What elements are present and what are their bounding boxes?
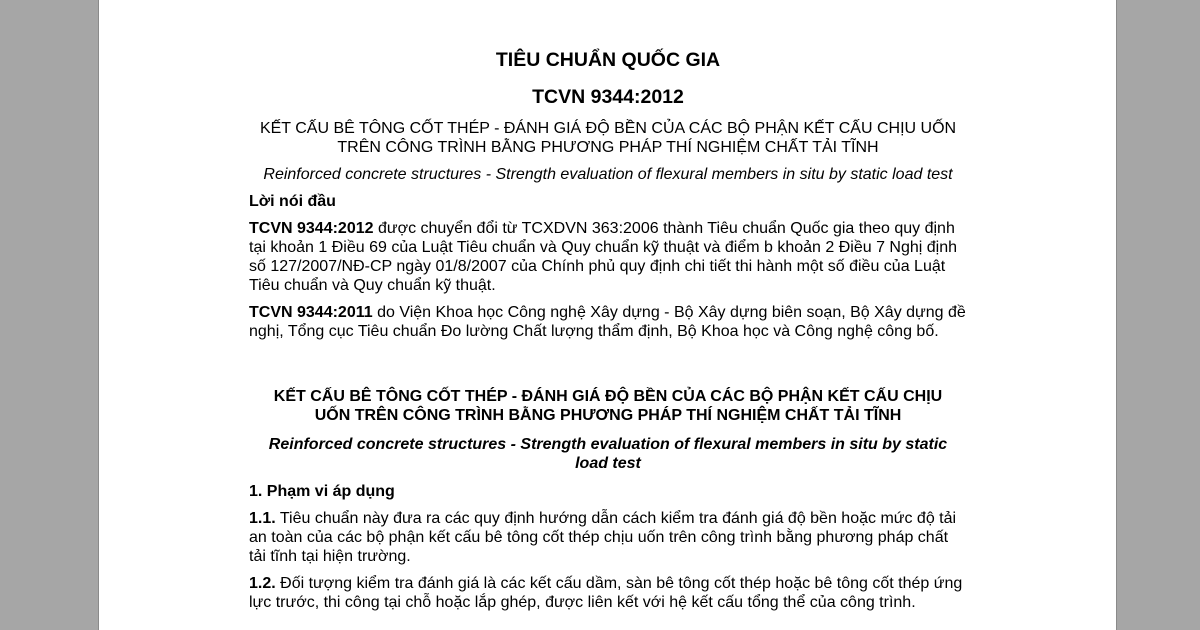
document-code: TCVN 9344:2012: [532, 86, 684, 108]
paragraph-text: do Viện Khoa học Công nghệ Xây dựng - Bộ Xây dựng biên soạn, Bộ Xây dựng đề nghị, Tổng cục Tiêu chuẩn Đo lường Chất lượng thẩm định, Bộ Khoa học và Công nghệ công bố.: [249, 304, 966, 340]
section-1-heading: 1. Phạm vi áp dụng: [249, 483, 395, 500]
spacer: [249, 349, 967, 387]
clause-text: Tiêu chuẩn này đưa ra các quy định hướng dẫn cách kiểm tra đánh giá độ bền hoặc mức độ tải an toàn của các bộ phận kết cấu bê tông cốt thép chịu uốn trên công trình bằng phương pháp chất tải tĩnh tại hiện trường.: [249, 510, 957, 565]
paragraph-text: được chuyển đổi từ TCXDVN 363:2006 thành Tiêu chuẩn Quốc gia theo quy định tại khoản 1 Điều 69 của Luật Tiêu chuẩn và Quy chuẩn kỹ thuật và điểm b khoản 2 Điều 7 Nghị định số 127/2007/NĐ-CP ngày 01/8/2007 của Chính phủ quy định chi tiết thi hành một số điều của Luật Tiêu chuẩn và Quy chuẩn kỹ thuật.: [249, 220, 958, 294]
clause-1-1: [249, 509, 967, 566]
foreword-paragraph-1: [249, 219, 967, 295]
standard-code: TCVN 9344:2012: [249, 220, 374, 237]
document-page: [98, 0, 1117, 630]
main-title-en: Reinforced concrete structures - Strength evaluation of flexural members in situ by static load test: [268, 436, 948, 472]
foreword-heading: Lời nói đầu: [249, 193, 336, 210]
foreword-paragraph-2: [249, 303, 967, 341]
clause-number: 1.1.: [249, 510, 276, 527]
main-title-vi: KẾT CẤU BÊ TÔNG CỐT THÉP - ĐÁNH GIÁ ĐỘ BỀN CỦA CÁC BỘ PHẬN KẾT CẤU CHỊU UỐN TRÊN CÔNG TRÌNH BẰNG PHƯƠNG PHÁP THÍ NGHIỆM CHẤT TẢI TĨNH: [273, 388, 943, 424]
clause-number: 1.2.: [249, 575, 276, 592]
document-name-vi: KẾT CẤU BÊ TÔNG CỐT THÉP - ĐÁNH GIÁ ĐỘ BỀN CỦA CÁC BỘ PHẬN KẾT CẤU CHỊU UỐN TRÊN CÔNG TRÌNH BẰNG PHƯƠNG PHÁP THÍ NGHIỆM CHẤT TẢI TĨNH: [259, 120, 957, 156]
document-name-en: Reinforced concrete structures - Strength evaluation of flexural members in situ by static load test: [263, 166, 953, 183]
standard-code: TCVN 9344:2011: [249, 304, 373, 321]
clause-1-2: [249, 574, 967, 612]
document-content: [249, 48, 967, 620]
clause-text: Đối tượng kiểm tra đánh giá là các kết cấu dầm, sàn bê tông cốt thép hoặc bê tông cốt thép ứng lực trước, thi công tại chỗ hoặc lắp ghép, được liên kết với hệ kết cấu tổng thể của công trình.: [249, 575, 963, 611]
document-title: TIÊU CHUẨN QUỐC GIA: [495, 49, 721, 71]
